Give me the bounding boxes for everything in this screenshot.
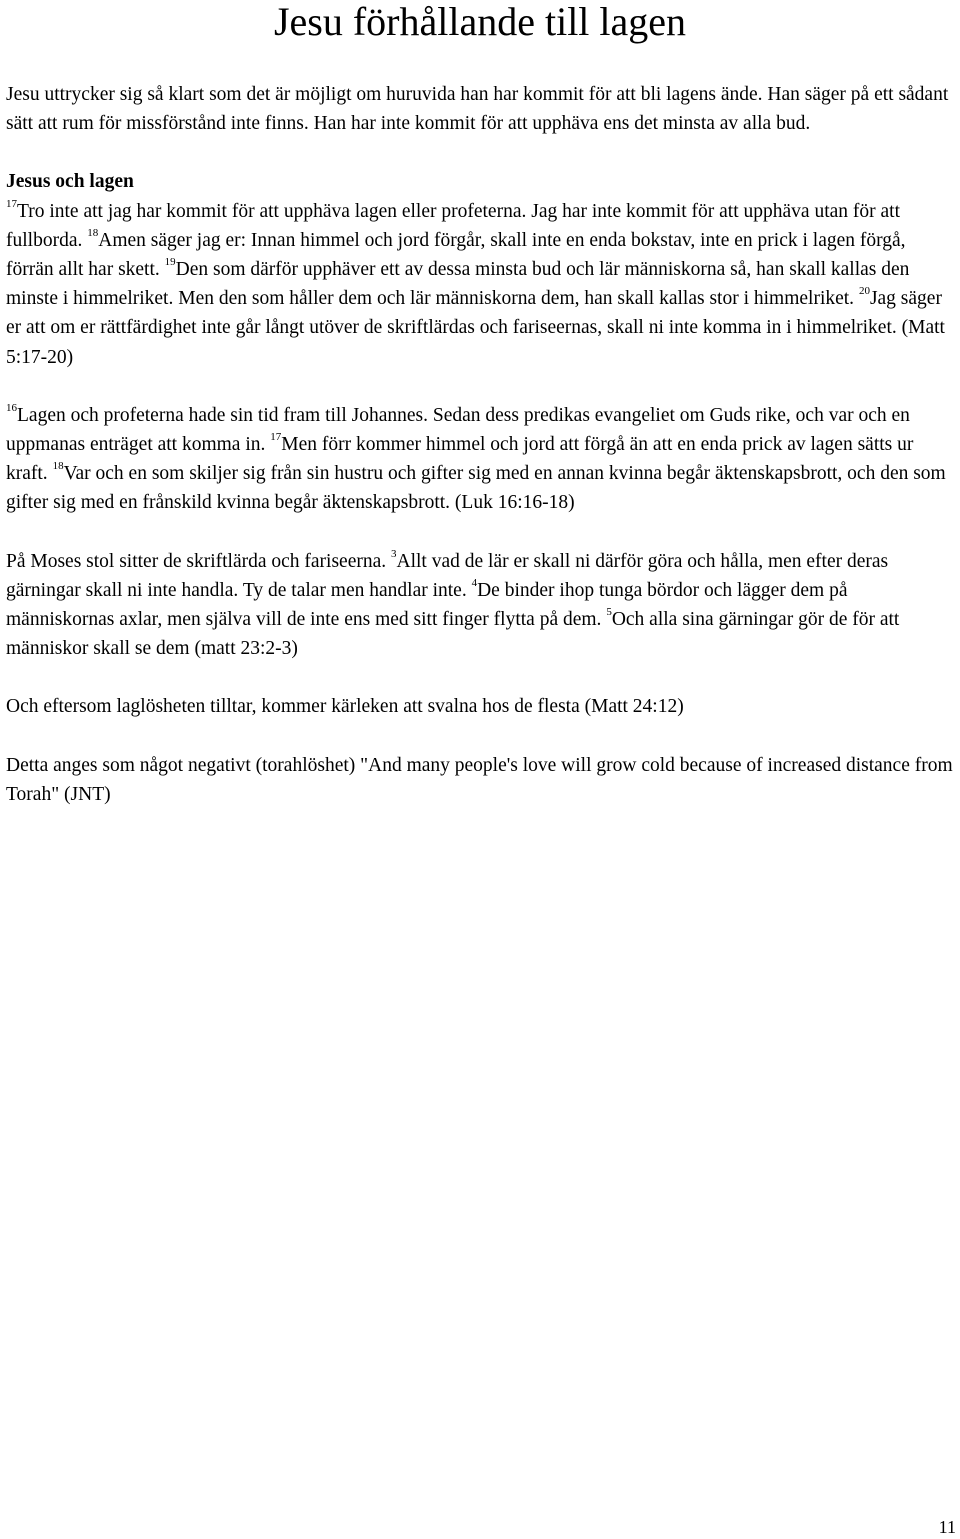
document-body <box>6 80 958 838</box>
section-heading: Jesus och lagen <box>6 171 134 193</box>
verse-number: 19 <box>164 256 176 269</box>
verse-text: Och alla sina gärningar gör de för att människor skall se dem (matt 23:2-3) <box>6 609 900 660</box>
verse-text: Tro inte att jag har kommit för att upphäva lagen eller profeterna. Jag har inte kommit för att upphäva utan för att fullborda. <box>6 200 901 251</box>
verse-text: På Moses stol sitter de skriftlärda och fariseerna. <box>6 550 392 572</box>
verse-text: Men förr kommer himmel och jord att förgå än att en enda prick av lagen sätts ur kraft. <box>6 434 914 485</box>
matt24-paragraph: Och eftersom laglösheten tilltar, kommer kärleken att svalna hos de flesta (Matt 24:12) <box>6 696 684 718</box>
verse-text: Jag säger er att om er rättfärdighet inte går långt utöver de skriftlärdas och fariseernas, skall ni inte komma in i himmelriket. (Matt 5:17-20) <box>6 288 945 368</box>
verse-text: Amen säger jag er: Innan himmel och jord förgår, skall inte en enda bokstav, inte en prick i lagen förgå, förrän allt har skett. <box>6 229 906 281</box>
matt5-paragraph <box>6 167 958 371</box>
verse-text: Lagen och profeterna hade sin tid fram till Johannes. Sedan dess predikas evangeliet om Guds rike, och var och en uppmanas enträget att komma in. <box>6 404 910 456</box>
verse-number: 4 <box>471 576 478 589</box>
matt23-paragraph <box>6 547 958 664</box>
luk16-paragraph <box>6 401 958 518</box>
intro-paragraph: Jesu uttrycker sig så klart som det är möjligt om huruvida han har kommit för att bli lagens ände. Han säger på ett sådant sätt att rum för missförstånd inte finns. Han har inte kommit för att upphäva ens det minsta av alla bud. <box>6 84 949 135</box>
verse-number: 3 <box>391 547 397 560</box>
jnt-note-paragraph: Detta anges som något negativt (torahlöshet) "And many people's love will grow cold because of increased distance from Torah" (JNT) <box>6 754 953 805</box>
page-title: Jesu förhållande till lagen <box>273 0 687 44</box>
verse-number: 17 <box>6 197 17 210</box>
verse-text: Var och en som skiljer sig från sin hustru och gifter sig med en annan kvinna begår äktenskapsbrott, och den som gifter sig med en frånskild kvinna begår äktenskapsbrott. (Luk 16:16-18) <box>6 463 946 514</box>
verse-text: Allt vad de lär er skall ni därför göra och hålla, men efter deras gärningar skall ni inte handla. Ty de talar men handlar inte. <box>6 550 889 601</box>
verse-number: 16 <box>6 401 17 414</box>
page-number: 11 <box>938 1517 956 1537</box>
verse-number: 20 <box>858 285 870 298</box>
verse-number: 5 <box>606 606 612 619</box>
verse-number: 18 <box>52 460 64 473</box>
verse-number: 18 <box>87 226 99 239</box>
verse-number: 17 <box>270 431 282 444</box>
verse-text: Den som därför upphäver ett av dessa minsta bud och lär människorna så, han skall kallas den minste i himmelriket. Men den som håller dem och lär människorna dem, han skall kallas stor i himmelriket. <box>6 259 910 310</box>
verse-text: De binder ihop tunga bördor och lägger dem på människornas axlar, men själva vill de inte ens med sitt finger flytta på dem. <box>6 579 848 631</box>
